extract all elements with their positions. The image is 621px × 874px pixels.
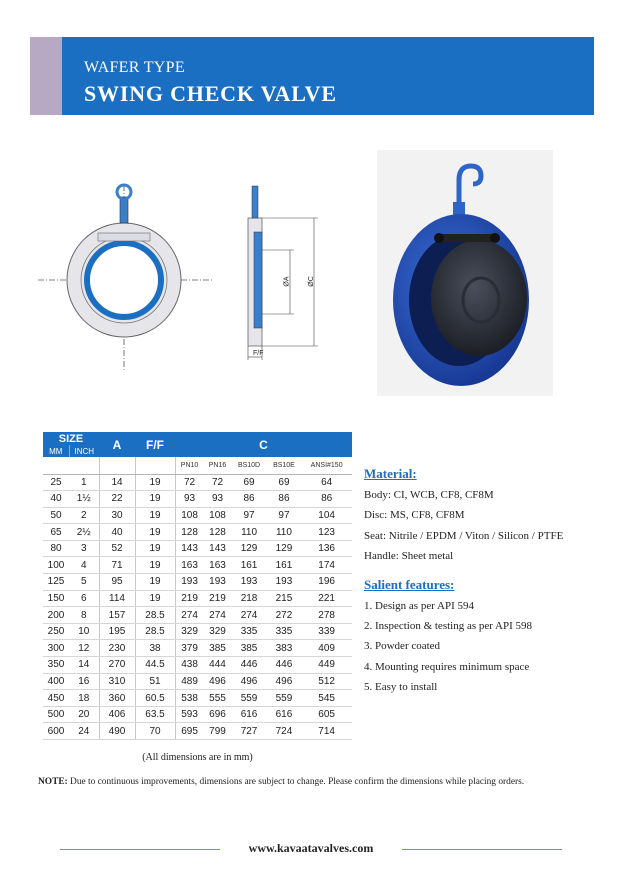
- table-cell: 409: [301, 640, 352, 657]
- table-cell: 72: [204, 474, 232, 491]
- col-inch: INCH: [69, 445, 99, 457]
- table-cell: 444: [204, 657, 232, 674]
- table-row: [43, 474, 352, 491]
- table-cell: 114: [99, 590, 135, 607]
- table-row: [43, 706, 352, 723]
- material-handle: Handle: Sheet metal: [364, 550, 454, 563]
- table-row: [43, 640, 352, 657]
- table-cell: 18: [69, 690, 99, 707]
- table-cell: 450: [43, 690, 69, 707]
- table-cell: 196: [301, 574, 352, 591]
- col-c: C: [175, 432, 352, 457]
- table-cell: 538: [175, 690, 204, 707]
- table-cell: 274: [175, 607, 204, 624]
- table-cell: 616: [267, 706, 302, 723]
- table-cell: 379: [175, 640, 204, 657]
- table-cell: 335: [267, 623, 302, 640]
- table-cell: 161: [267, 557, 302, 574]
- col-pn10: PN10: [175, 457, 204, 474]
- table-cell: 143: [175, 540, 204, 557]
- table-cell: 19: [135, 474, 175, 491]
- table-cell: 19: [135, 574, 175, 591]
- table-cell: 100: [43, 557, 69, 574]
- table-cell: 86: [301, 491, 352, 508]
- table-cell: 65: [43, 524, 69, 541]
- table-cell: 724: [267, 723, 302, 740]
- table-cell: 195: [99, 623, 135, 640]
- col-bs10e: BS10E: [267, 457, 302, 474]
- table-cell: 16: [69, 673, 99, 690]
- note-label: NOTE:: [38, 777, 68, 787]
- table-cell: 19: [135, 540, 175, 557]
- table-cell: 695: [175, 723, 204, 740]
- table-cell: 310: [99, 673, 135, 690]
- table-cell: 80: [43, 540, 69, 557]
- table-cell: 496: [204, 673, 232, 690]
- side-view-drawing: [232, 182, 332, 372]
- table-cell: 19: [135, 491, 175, 508]
- table-cell: 125: [43, 574, 69, 591]
- material-body: Body: CI, WCB, CF8, CF8M: [364, 489, 494, 501]
- table-cell: 559: [267, 690, 302, 707]
- table-cell: 278: [301, 607, 352, 624]
- feature-item: 4. Mounting requires minimum space: [364, 660, 530, 673]
- table-row: [43, 723, 352, 740]
- table-row: [43, 607, 352, 624]
- table-row: [43, 657, 352, 674]
- table-row: [43, 673, 352, 690]
- table-cell: 14: [69, 657, 99, 674]
- table-cell: 163: [175, 557, 204, 574]
- table-cell: 19: [135, 557, 175, 574]
- table-cell: 110: [267, 524, 302, 541]
- feature-item: 2. Inspection & testing as per API 598: [364, 619, 533, 632]
- table-cell: 143: [204, 540, 232, 557]
- table-cell: 219: [204, 590, 232, 607]
- table-cell: 193: [175, 574, 204, 591]
- table-cell: 496: [267, 673, 302, 690]
- table-cell: 221: [301, 590, 352, 607]
- table-row: [43, 574, 352, 591]
- table-cell: 28.5: [135, 607, 175, 624]
- table-cell: 4: [69, 557, 99, 574]
- material-seat: Seat: Nitrile / EPDM / Viton / Silicon / PTFE: [364, 529, 564, 542]
- table-cell: 129: [231, 540, 266, 557]
- table-cell: 93: [175, 491, 204, 508]
- table-cell: 449: [301, 657, 352, 674]
- table-cell: 593: [175, 706, 204, 723]
- valve-illustration: [377, 150, 553, 396]
- header-title: SWING CHECK VALVE: [84, 81, 337, 106]
- table-cell: 5: [69, 574, 99, 591]
- table-cell: 2: [69, 507, 99, 524]
- table-cell: 86: [231, 491, 266, 508]
- table-cell: 406: [99, 706, 135, 723]
- table-cell: 714: [301, 723, 352, 740]
- table-cell: 218: [231, 590, 266, 607]
- table-cell: 545: [301, 690, 352, 707]
- table-row: [43, 557, 352, 574]
- table-cell: 70: [135, 723, 175, 740]
- features-heading: Salient features:: [364, 576, 455, 592]
- table-cell: 129: [267, 540, 302, 557]
- table-cell: 174: [301, 557, 352, 574]
- col-mm: MM: [43, 445, 69, 457]
- footer-rule-left: [60, 849, 220, 850]
- table-header-row: [43, 432, 352, 445]
- table-cell: 95: [99, 574, 135, 591]
- table-cell: 250: [43, 623, 69, 640]
- table-cell: 555: [204, 690, 232, 707]
- table-cell: 93: [204, 491, 232, 508]
- feature-item: 5. Easy to install: [364, 681, 438, 694]
- label-bore-diameter: ØA: [283, 276, 291, 287]
- table-row: [43, 540, 352, 557]
- table-cell: 69: [231, 474, 266, 491]
- table-cell: 10: [69, 623, 99, 640]
- label-face-to-face: F/F: [253, 350, 264, 357]
- table-cell: 8: [69, 607, 99, 624]
- table-row: [43, 690, 352, 707]
- table-cell: 489: [175, 673, 204, 690]
- table-cell: 339: [301, 623, 352, 640]
- table-row: [43, 524, 352, 541]
- table-cell: 108: [204, 507, 232, 524]
- table-cell: 6: [69, 590, 99, 607]
- table-cell: 600: [43, 723, 69, 740]
- table-cell: 696: [204, 706, 232, 723]
- table-cell: 350: [43, 657, 69, 674]
- table-cell: 500: [43, 706, 69, 723]
- table-cell: 727: [231, 723, 266, 740]
- table-cell: 230: [99, 640, 135, 657]
- material-heading: Material:: [364, 466, 417, 481]
- table-cell: 64: [301, 474, 352, 491]
- table-cell: 1: [69, 474, 99, 491]
- table-row: [43, 491, 352, 508]
- table-cell: 446: [231, 657, 266, 674]
- table-cell: 193: [231, 574, 266, 591]
- table-cell: 193: [204, 574, 232, 591]
- table-cell: 104: [301, 507, 352, 524]
- table-cell: 385: [204, 640, 232, 657]
- table-cell: 559: [231, 690, 266, 707]
- col-size: SIZE: [43, 432, 99, 445]
- header-subtitle: WAFER TYPE: [84, 59, 185, 76]
- table-cell: 150: [43, 590, 69, 607]
- table-cell: 40: [43, 491, 69, 508]
- table-cell: 30: [99, 507, 135, 524]
- table-row: [43, 623, 352, 640]
- table-cell: 19: [135, 524, 175, 541]
- table-cell: 108: [175, 507, 204, 524]
- table-footnote: (All dimensions are in mm): [142, 752, 253, 763]
- table-cell: 60.5: [135, 690, 175, 707]
- col-ansi150: ANSI#150: [301, 457, 352, 474]
- note-text: Due to continuous improvements, dimensions are subject to change. Please confirm the dimensions while placing orders.: [67, 777, 525, 787]
- col-bs10d: BS10D: [231, 457, 266, 474]
- table-cell: 161: [231, 557, 266, 574]
- label-outer-diameter: ØC: [307, 276, 315, 287]
- table-cell: 128: [175, 524, 204, 541]
- table-cell: 272: [267, 607, 302, 624]
- table-cell: 329: [204, 623, 232, 640]
- table-cell: 123: [301, 524, 352, 541]
- table-cell: 97: [267, 507, 302, 524]
- header-banner: [62, 37, 594, 115]
- table-cell: 360: [99, 690, 135, 707]
- table-row: [43, 507, 352, 524]
- table-cell: 200: [43, 607, 69, 624]
- table-cell: 97: [231, 507, 266, 524]
- table-cell: 215: [267, 590, 302, 607]
- table-cell: 385: [231, 640, 266, 657]
- table-cell: 219: [175, 590, 204, 607]
- table-cell: 274: [231, 607, 266, 624]
- table-cell: 136: [301, 540, 352, 557]
- table-cell: 300: [43, 640, 69, 657]
- table-cell: 335: [231, 623, 266, 640]
- table-cell: 51: [135, 673, 175, 690]
- table-cell: 52: [99, 540, 135, 557]
- table-cell: 383: [267, 640, 302, 657]
- table-cell: 71: [99, 557, 135, 574]
- header-accent-bar: [30, 37, 62, 115]
- table-cell: 446: [267, 657, 302, 674]
- table-cell: 2½: [69, 524, 99, 541]
- table-cell: 3: [69, 540, 99, 557]
- product-photo: [377, 150, 553, 396]
- table-cell: 193: [267, 574, 302, 591]
- table-cell: 40: [99, 524, 135, 541]
- table-cell: 799: [204, 723, 232, 740]
- table-cell: 110: [231, 524, 266, 541]
- table-cell: 28.5: [135, 623, 175, 640]
- feature-item: 3. Powder coated: [364, 640, 441, 653]
- footer-website-link[interactable]: www.kavaatavalves.com: [248, 841, 374, 855]
- footer-rule-right: [402, 849, 562, 850]
- table-cell: 22: [99, 491, 135, 508]
- disclaimer-note: [38, 777, 598, 787]
- table-cell: 50: [43, 507, 69, 524]
- table-cell: 512: [301, 673, 352, 690]
- table-pressure-header-row: [43, 457, 352, 474]
- table-cell: 1½: [69, 491, 99, 508]
- table-cell: 12: [69, 640, 99, 657]
- dimension-table: [43, 432, 352, 740]
- table-cell: 63.5: [135, 706, 175, 723]
- col-ff: F/F: [135, 432, 175, 457]
- table-cell: 605: [301, 706, 352, 723]
- table-cell: 24: [69, 723, 99, 740]
- table-cell: 20: [69, 706, 99, 723]
- table-cell: 274: [204, 607, 232, 624]
- table-cell: 438: [175, 657, 204, 674]
- col-pn16: PN16: [204, 457, 232, 474]
- table-cell: 44.5: [135, 657, 175, 674]
- table-cell: 25: [43, 474, 69, 491]
- material-disc: Disc: MS, CF8, CF8M: [364, 509, 465, 522]
- table-cell: 38: [135, 640, 175, 657]
- table-cell: 400: [43, 673, 69, 690]
- table-cell: 616: [231, 706, 266, 723]
- table-cell: 72: [175, 474, 204, 491]
- table-cell: 329: [175, 623, 204, 640]
- table-cell: 19: [135, 507, 175, 524]
- table-cell: 86: [267, 491, 302, 508]
- table-cell: 128: [204, 524, 232, 541]
- feature-item: 1. Design as per API 594: [364, 599, 474, 612]
- table-cell: 270: [99, 657, 135, 674]
- table-cell: 490: [99, 723, 135, 740]
- table-cell: 496: [231, 673, 266, 690]
- table-cell: 163: [204, 557, 232, 574]
- table-row: [43, 590, 352, 607]
- col-a: A: [99, 432, 135, 457]
- specifications: [364, 466, 604, 702]
- front-view-drawing: [38, 175, 218, 375]
- table-cell: 157: [99, 607, 135, 624]
- table-cell: 19: [135, 590, 175, 607]
- table-cell: 69: [267, 474, 302, 491]
- table-cell: 14: [99, 474, 135, 491]
